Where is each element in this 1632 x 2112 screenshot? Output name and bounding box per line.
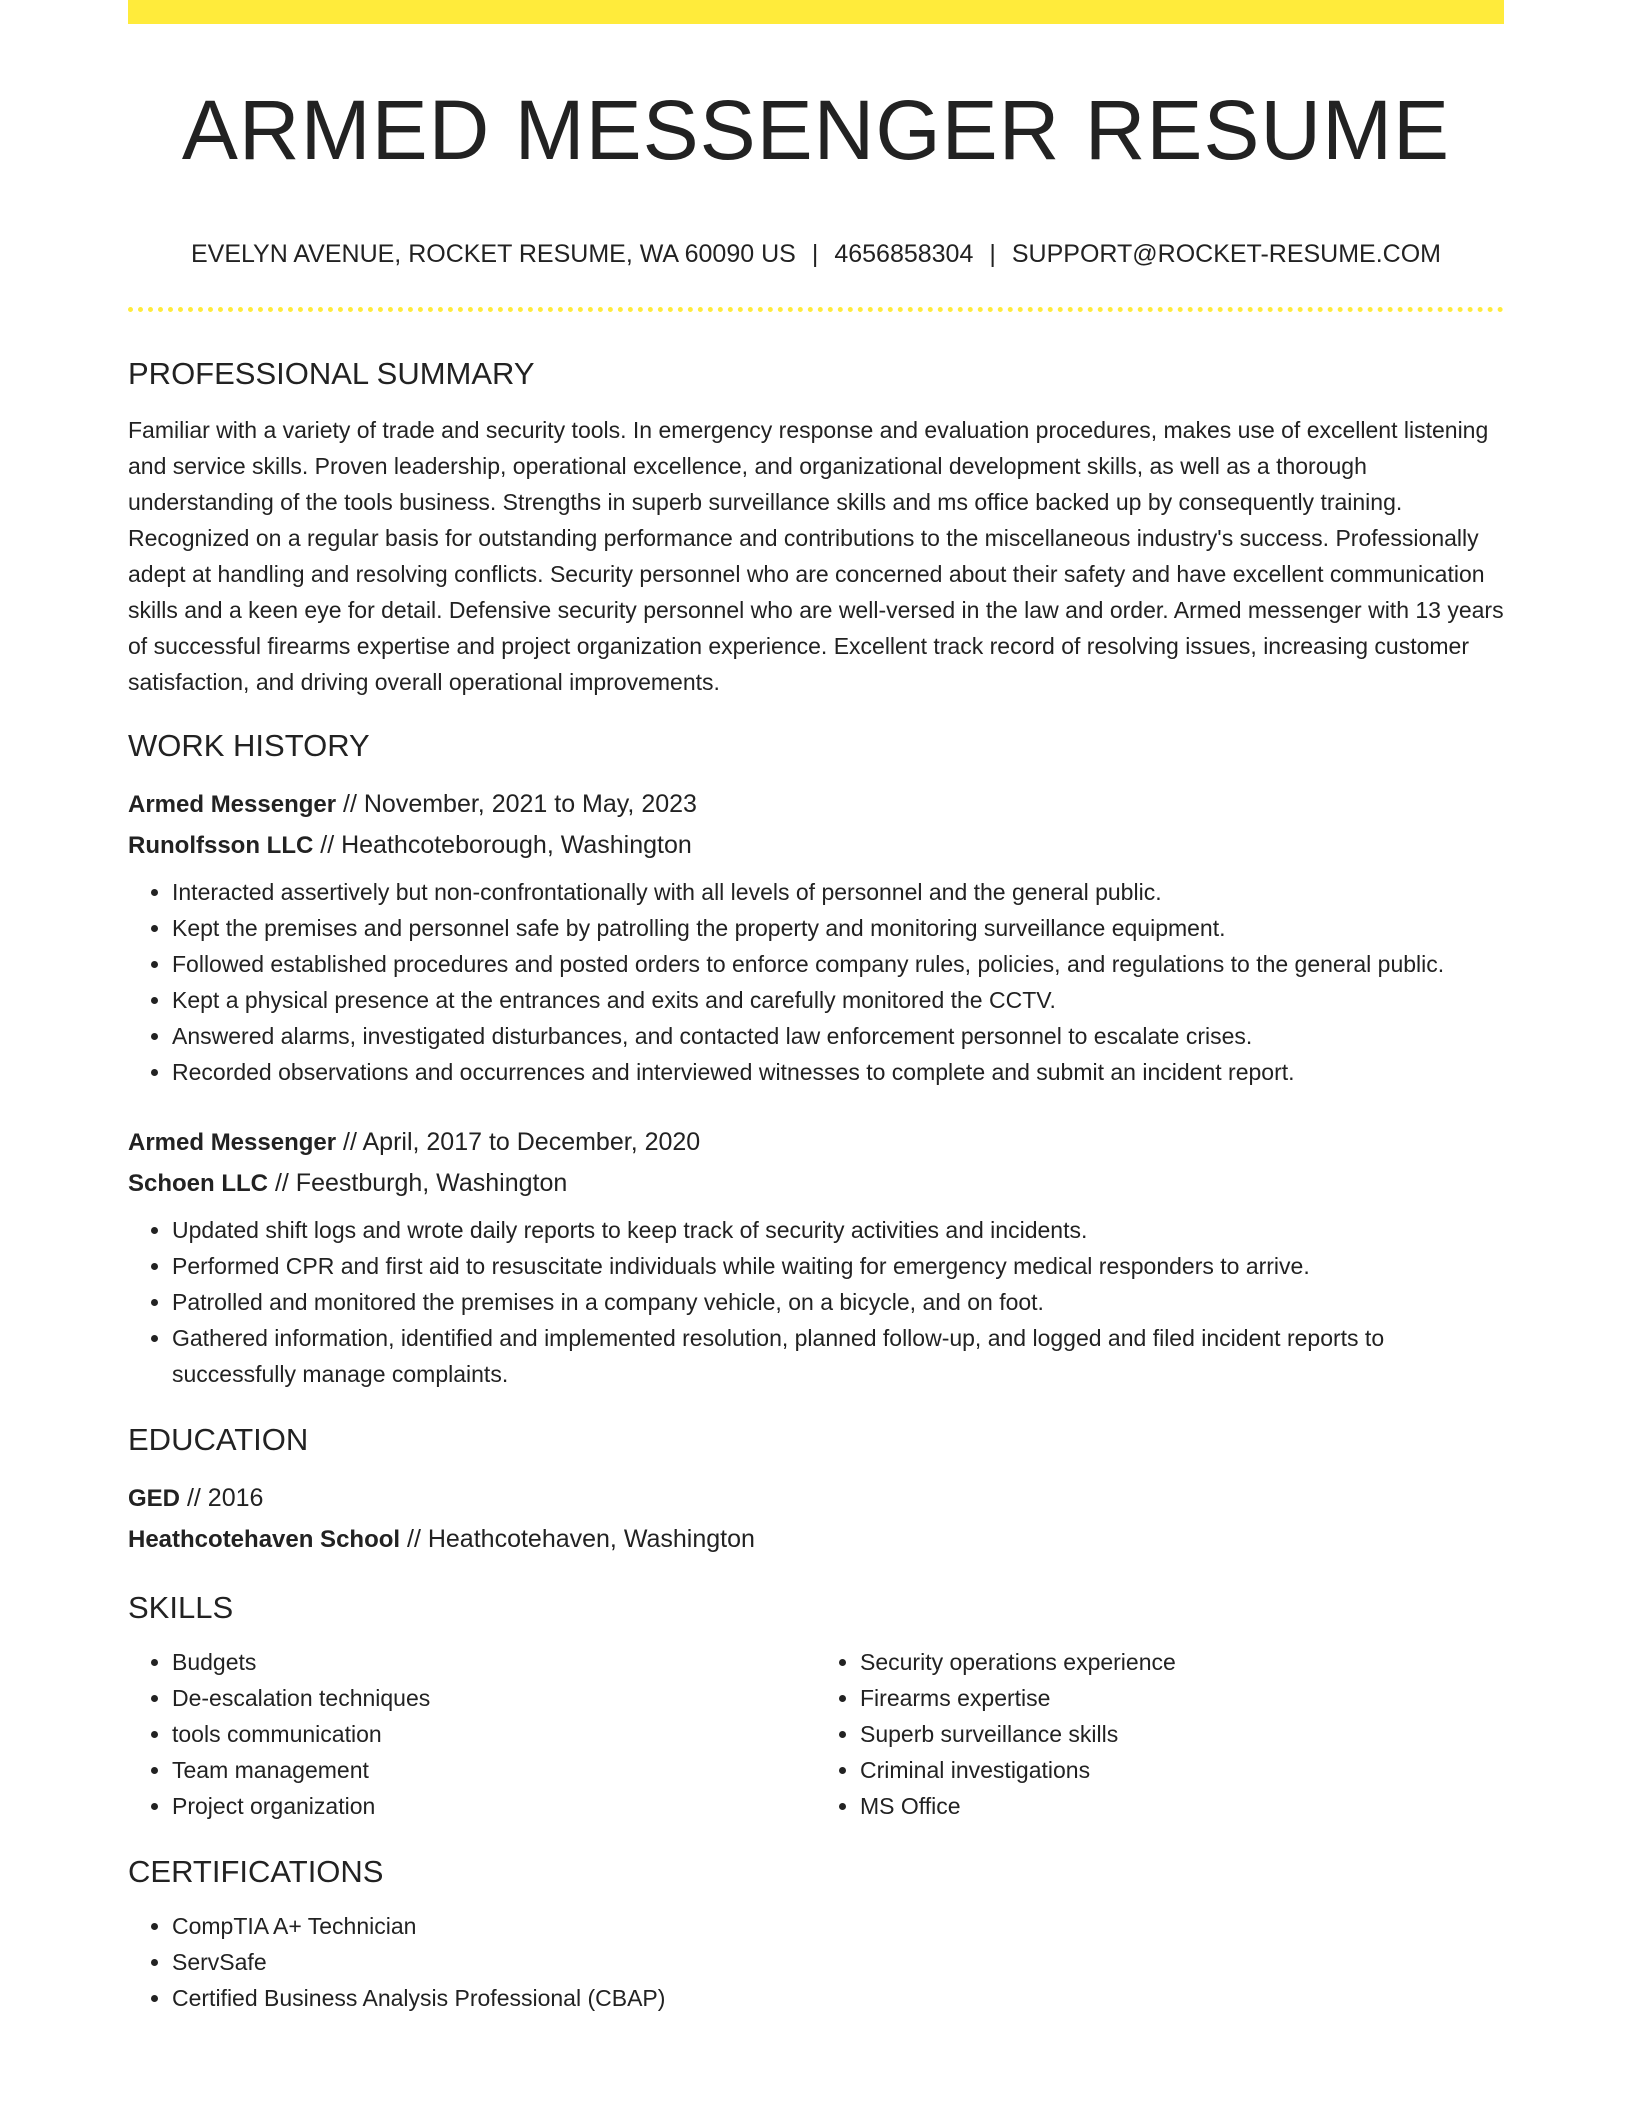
certification-item: • ServSafe <box>172 1944 1504 1980</box>
job-bullet: • Performed CPR and first aid to resuscitate individuals while waiting for emergency medical responders to arrive. <box>172 1248 1504 1284</box>
job-bullet: • Gathered information, identified and implemented resolution, planned follow-up, and logged and filed incident reports to successfully manage complaints. <box>172 1320 1504 1392</box>
skills-heading: SKILLS <box>128 1590 234 1625</box>
certifications-heading: CERTIFICATIONS <box>128 1854 384 1889</box>
summary-heading: PROFESSIONAL SUMMARY <box>128 356 535 391</box>
job-location: // Feestburgh, Washington <box>274 1169 568 1197</box>
job-title: Armed Messenger <box>128 1129 337 1156</box>
job-title-line <box>128 784 1504 825</box>
summary-section <box>128 350 1504 700</box>
education-section <box>128 1416 1504 1560</box>
job-bullets <box>128 874 1504 1090</box>
education-year: // 2016 <box>186 1484 264 1512</box>
job-bullet: • Followed established procedures and posted orders to enforce company rules, policies, and regulations to the general public. <box>172 946 1504 982</box>
certifications-section <box>128 1848 1504 2016</box>
contact-line <box>128 236 1504 272</box>
job-entry <box>128 1122 1504 1392</box>
job-bullet: • Answered alarms, investigated disturbances, and contacted law enforcement personnel to escalate crises. <box>172 1018 1504 1054</box>
job-bullets <box>128 1212 1504 1392</box>
skills-section <box>128 1584 1504 1824</box>
education-entry <box>128 1478 1504 1560</box>
resume-title: ARMED MESSENGER RESUME <box>181 83 1451 177</box>
job-bullet: • Patrolled and monitored the premises in a company vehicle, on a bicycle, and on foot. <box>172 1284 1504 1320</box>
education-degree-line <box>128 1478 1504 1519</box>
contact-email: SUPPORT@ROCKET-RESUME.COM <box>1011 240 1442 268</box>
job-title: Armed Messenger <box>128 791 337 818</box>
education-heading: EDUCATION <box>128 1422 309 1457</box>
contact-phone: 4656858304 <box>834 240 974 268</box>
education-school: Heathcotehaven School <box>128 1526 401 1553</box>
work-history-heading: WORK HISTORY <box>128 728 370 763</box>
certifications-list <box>128 1908 1504 2016</box>
skill-item: • Superb surveillance skills <box>860 1716 1504 1752</box>
skill-item: • Criminal investigations <box>860 1752 1504 1788</box>
skill-item: • MS Office <box>860 1788 1504 1824</box>
education-degree: GED <box>128 1485 181 1512</box>
skill-item: • Project organization <box>172 1788 816 1824</box>
job-dates: // November, 2021 to May, 2023 <box>343 790 697 818</box>
job-title-line <box>128 1122 1504 1163</box>
certification-item: • Certified Business Analysis Professional (CBAP) <box>172 1980 1504 2016</box>
skill-item: • Budgets <box>172 1644 816 1680</box>
skills-list-left <box>128 1644 816 1824</box>
skills-list-right <box>816 1644 1504 1824</box>
skill-item: • Firearms expertise <box>860 1680 1504 1716</box>
job-dates: // April, 2017 to December, 2020 <box>343 1128 701 1156</box>
certification-item: • CompTIA A+ Technician <box>172 1908 1504 1944</box>
contact-separator: | <box>811 240 819 268</box>
skill-item: • De-escalation techniques <box>172 1680 816 1716</box>
contact-separator: | <box>989 240 996 268</box>
job-bullet: • Kept the premises and personnel safe by patrolling the property and monitoring surveillance equipment. <box>172 910 1504 946</box>
resume-content <box>128 350 1504 2016</box>
job-company: Schoen LLC <box>128 1170 269 1197</box>
work-history-section <box>128 722 1504 1392</box>
job-bullet: • Interacted assertively but non-confrontationally with all levels of personnel and the general public. <box>172 874 1504 910</box>
skills-columns <box>128 1644 1504 1824</box>
skill-item: • tools communication <box>172 1716 816 1752</box>
job-entry <box>128 784 1504 1090</box>
dotted-divider <box>128 307 1504 312</box>
education-school-line <box>128 1519 1504 1560</box>
contact-address: EVELYN AVENUE, ROCKET RESUME, WA 60090 US <box>190 240 796 268</box>
education-location: // Heathcotehaven, Washington <box>407 1525 755 1553</box>
job-bullet: • Recorded observations and occurrences and interviewed witnesses to complete and submit an incident report. <box>172 1054 1504 1090</box>
job-location: // Heathcoteborough, Washington <box>320 831 692 859</box>
job-bullet: • Updated shift logs and wrote daily reports to keep track of security activities and incidents. <box>172 1212 1504 1248</box>
job-company-line <box>128 825 1504 866</box>
skill-item: • Team management <box>172 1752 816 1788</box>
job-company: Runolfsson LLC <box>128 832 314 859</box>
job-bullet: • Kept a physical presence at the entrances and exits and carefully monitored the CCTV. <box>172 982 1504 1018</box>
skill-item: • Security operations experience <box>860 1644 1504 1680</box>
job-company-line <box>128 1163 1504 1204</box>
summary-text: Familiar with a variety of trade and security tools. In emergency response and evaluation procedures, makes use of excellent listening and service skills. Proven leadership, operational excellence, and organizational development skills, as well as a thorough understanding of the tools business. Strengths in superb surveillance skills and ms office backed up by consequently training. Recognized on a regular basis for outstanding performance and contributions to the miscellaneous industry's success. Professionally adept at handling and resolving conflicts. Security personnel who are concerned about their safety and have excellent communication skills and a keen eye for detail. Defensive security personnel who are well-versed in the law and order. Armed messenger with 13 years of successful firearms expertise and project organization experience. Excellent track record of resolving issues, increasing customer satisfaction, and driving overall operational improvements. <box>128 417 1504 695</box>
accent-top-bar <box>128 0 1504 24</box>
